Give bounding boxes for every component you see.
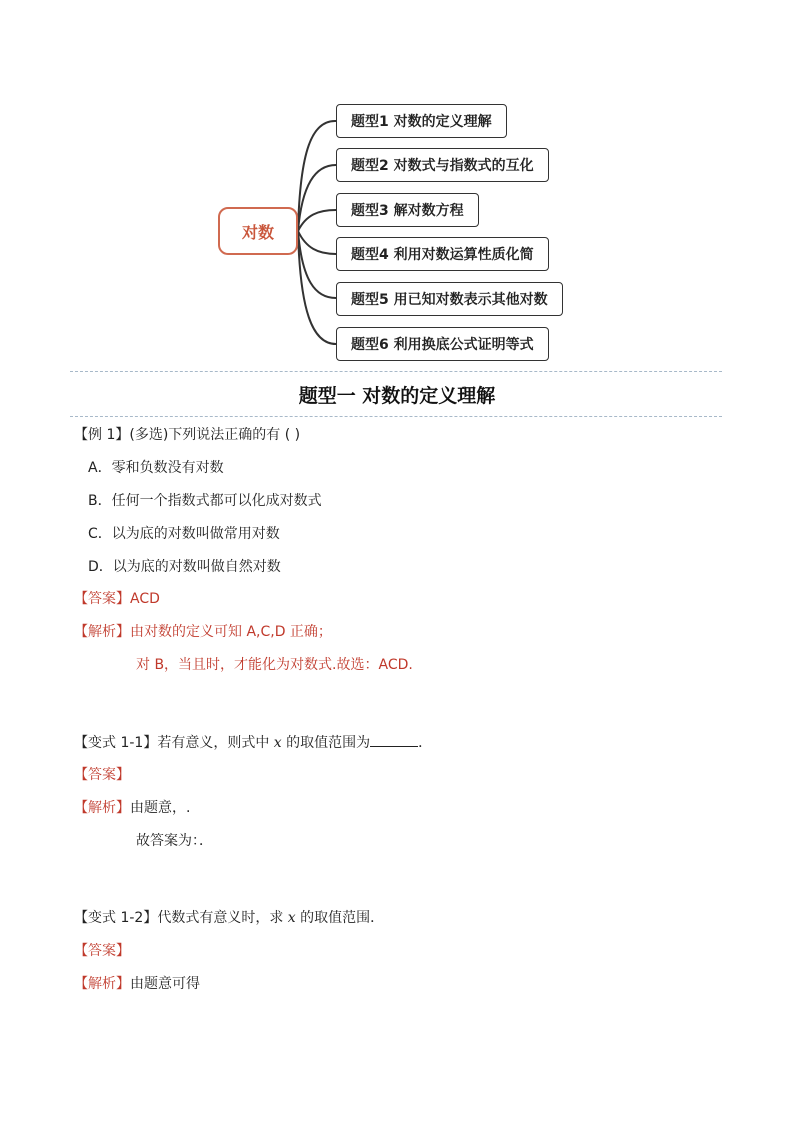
variant1-stem-c: ． [418,735,433,751]
example1-option-c: C．以为底的对数叫做常用对数 [88,526,280,542]
analysis-label: 【解析】 [74,976,130,992]
variant2-stem-b: 的取值范围． [295,910,385,926]
analysis-label: 【解析】 [74,624,130,640]
answer-value: ACD [130,591,160,607]
example1-option-a: A．零和负数没有对数 [88,460,224,476]
variant1-stem-a: 【变式 1-1】若有意义，则式中 [74,735,274,751]
variable-x: x [273,735,282,751]
mind-map-branch-2: 题型2 对数式与指数式的互化 [336,148,549,182]
analysis-text-1: 由题意可得 [130,976,200,992]
mind-map-center: 对数 [218,207,298,255]
mind-map-branch-5: 题型5 用已知对数表示其他对数 [336,282,563,316]
variant1-stem-b: 的取值范围为 [281,735,371,751]
variant1-analysis-row [74,798,190,818]
divider-bottom [70,416,722,417]
mind-map-branch-3: 题型3 解对数方程 [336,193,479,227]
analysis-text-1: 由题意，. [130,800,191,816]
mind-map [0,0,794,370]
answer-label: 【答案】 [74,591,130,607]
divider-top [70,371,722,372]
variant2-analysis-row [74,974,200,994]
mind-map-branch-1: 题型1 对数的定义理解 [336,104,507,138]
example1-stem: 【例 1】(多选)下列说法正确的有 ( ) [74,427,301,443]
analysis-label: 【解析】 [74,800,130,816]
example1-analysis-text-2: 对 B，当且时，才能化为对数式.故选：ACD. [136,657,413,673]
variant1-stem [74,732,432,753]
example1-option-b: B．任何一个指数式都可以化成对数式 [88,493,322,509]
example1-answer-row [74,589,160,609]
analysis-text-1: 由对数的定义可知 A,C,D 正确； [130,624,332,640]
variant1-analysis-text-2: 故答案为：． [136,833,213,849]
variant2-stem-a: 【变式 1-2】代数式有意义时，求 [74,910,288,926]
example1-analysis-row [74,622,332,642]
variant2-stem [74,908,384,928]
mind-map-branch-4: 题型4 利用对数运算性质化简 [336,237,549,271]
section-title: 题型一 对数的定义理解 [298,385,496,407]
variant1-answer-label: 【答案】 [74,767,130,783]
variant2-answer-label: 【答案】 [74,943,130,959]
answer-blank [370,732,418,747]
example1-option-d: D．以为底的对数叫做自然对数 [88,559,281,575]
mind-map-branch-6: 题型6 利用换底公式证明等式 [336,327,549,361]
variable-x: x [287,910,296,926]
